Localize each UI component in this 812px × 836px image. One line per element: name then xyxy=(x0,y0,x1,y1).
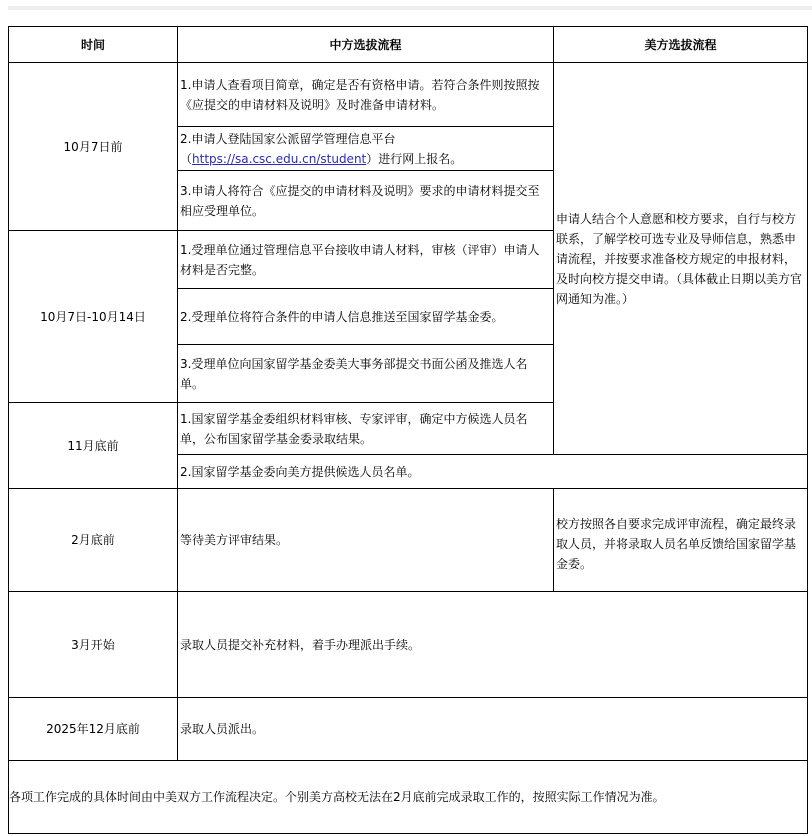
us-step-review: 校方按照各自要求完成评审流程，确定最终录取人员，并将录取人员名单反馈给国家留学基金委。 xyxy=(553,488,808,592)
china-step-p1-2: 2.申请人登陆国家公派留学管理信息平台（https://sa.csc.edu.cn/student）进行网上报名。 xyxy=(177,126,554,171)
top-divider xyxy=(8,6,812,10)
footnote: 各项工作完成的具体时间由中美双方工作流程决定。个别美方高校无法在2月底前完成录取工作的，按照实际工作情况为准。 xyxy=(8,760,808,834)
china-step-p3-1: 1.国家留学基金委组织材料审核、专家评审，确定中方候选人员名单，公布国家留学基金委录取结果。 xyxy=(177,402,554,455)
period-2: 10月7日-10月14日 xyxy=(8,230,178,403)
header-china-process: 中方选拔流程 xyxy=(177,26,554,63)
china-step-p2-3: 3.受理单位向国家留学基金委美大事务部提交书面公函及推选人名单。 xyxy=(177,344,554,403)
china-step-p3-2: 2.国家留学基金委向美方提供候选人员名单。 xyxy=(177,454,808,489)
china-step-p2-1: 1.受理单位通过管理信息平台接收申请人材料，审核（评审）申请人材料是否完整。 xyxy=(177,230,554,289)
us-step-apply: 申请人结合个人意愿和校方要求，自行与校方联系，了解学校可选专业及导师信息，熟悉申请流程，并按要求准备校方规定的申报材料，及时向校方提交申请。（具体截止日期以美方官网通知为准。） xyxy=(553,62,808,455)
registration-link[interactable]: https://sa.csc.edu.cn/student xyxy=(192,151,367,166)
china-step-p1-3: 3.申请人将符合《应提交的申请材料及说明》要求的申请材料提交至相应受理单位。 xyxy=(177,170,554,231)
china-step-p6: 录取人员派出。 xyxy=(177,697,808,761)
header-time: 时间 xyxy=(8,26,178,63)
header-us-process: 美方选拔流程 xyxy=(553,26,808,63)
period-5: 3月开始 xyxy=(8,591,178,698)
period-4: 2月底前 xyxy=(8,488,178,592)
period-1: 10月7日前 xyxy=(8,62,178,231)
period-3: 11月底前 xyxy=(8,402,178,489)
china-step-p1-1: 1.申请人查看项目简章，确定是否有资格申请。若符合条件则按照按《应提交的申请材料及说明》及时准备申请材料。 xyxy=(177,62,554,127)
china-step-p4: 等待美方评审结果。 xyxy=(177,488,554,592)
period-6: 2025年12月底前 xyxy=(8,697,178,761)
china-step-p2-2: 2.受理单位将符合条件的申请人信息推送至国家留学基金委。 xyxy=(177,288,554,345)
china-step-p5: 录取人员提交补充材料，着手办理派出手续。 xyxy=(177,591,808,698)
